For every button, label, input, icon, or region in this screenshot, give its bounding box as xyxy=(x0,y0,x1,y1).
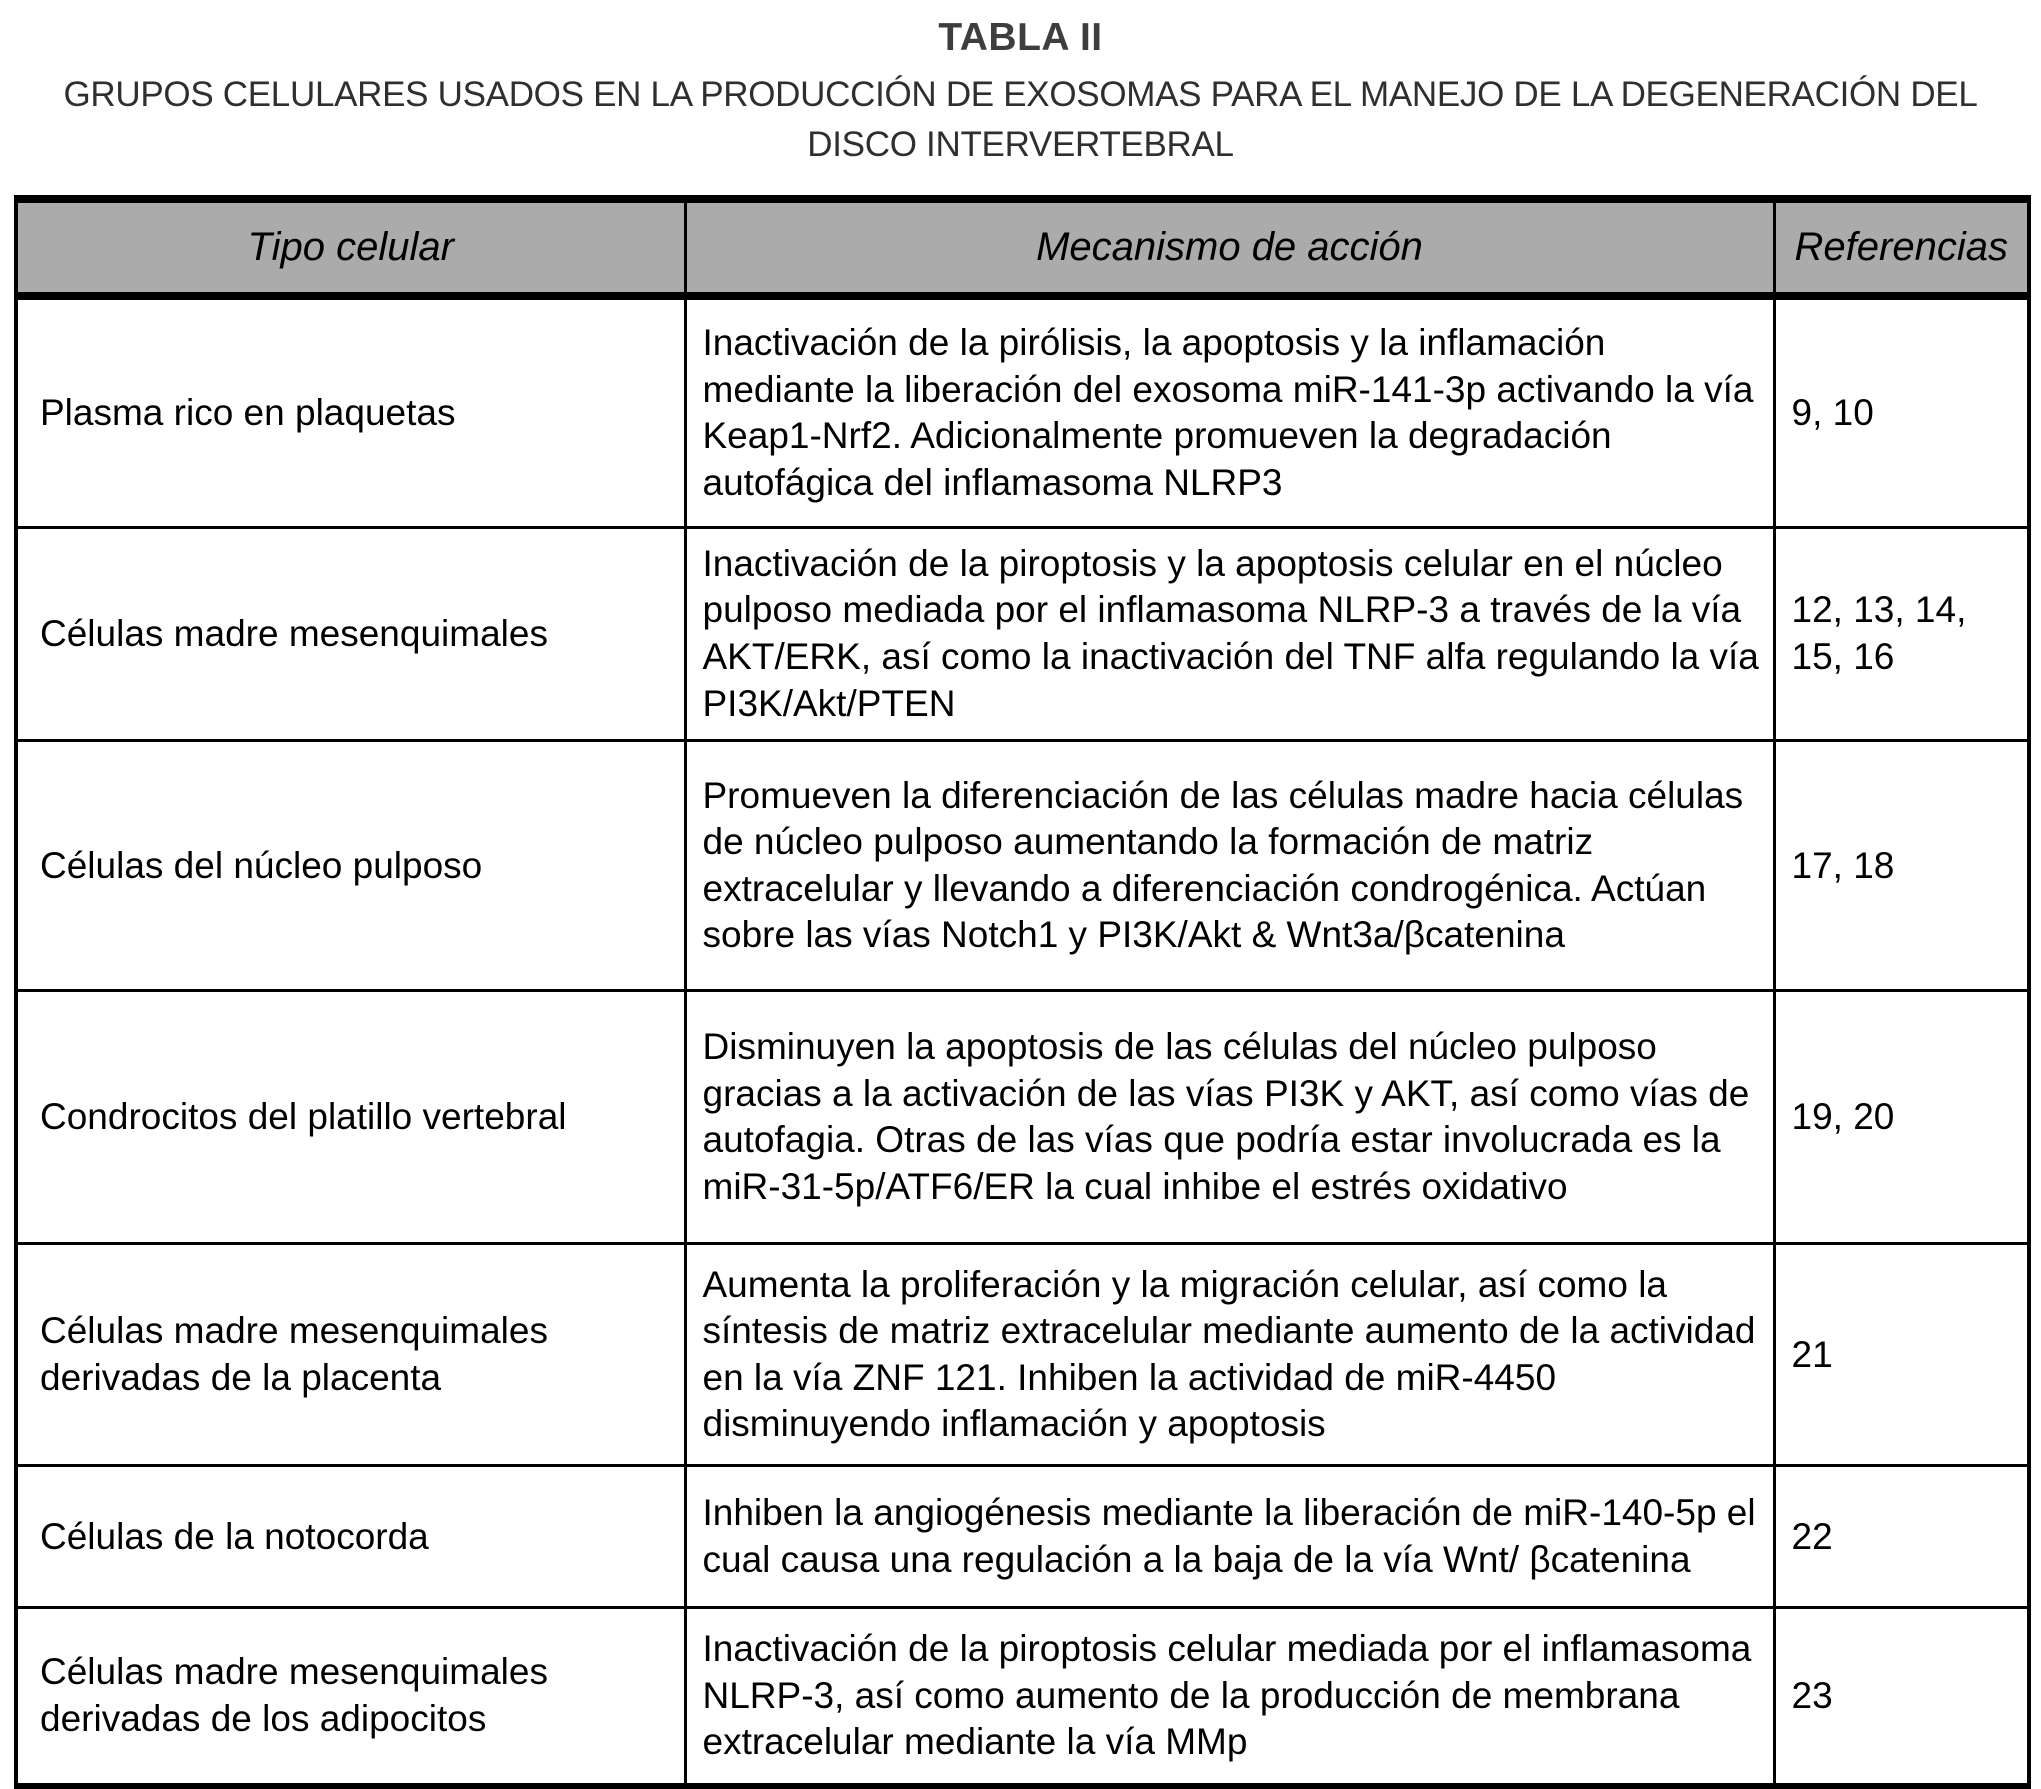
cell-tipo-celular: Células de la notocorda xyxy=(16,1466,685,1608)
cell-tipo-celular: Células del núcleo pulposo xyxy=(16,741,685,991)
cell-tipo-celular: Células madre mesenquimales derivadas de los adipocitos xyxy=(16,1608,685,1786)
column-header-tipo-celular: Tipo celular xyxy=(16,199,685,296)
column-header-referencias: Referencias xyxy=(1774,199,2029,296)
table-row xyxy=(16,1244,2029,1466)
table-row xyxy=(16,1466,2029,1608)
cell-referencias: 22 xyxy=(1774,1466,2029,1608)
table-subtitle: GRUPOS CELULARES USADOS EN LA PRODUCCIÓN DE EXOSOMAS PARA EL MANEJO DE LA DEGENERACIÓN DEL DISCO INTERVERTEBRAL xyxy=(63,75,1978,164)
cell-mecanismo: Inhiben la angiogénesis mediante la liberación de miR-140-5p el cual causa una regulación a la baja de la vía Wnt/ βcatenina xyxy=(685,1466,1774,1608)
cell-tipo-celular: Células madre mesenquimales xyxy=(16,527,685,740)
cell-mecanismo: Aumenta la proliferación y la migración celular, así como la síntesis de matriz extracelular mediante aumento de la actividad en la vía ZNF 121. Inhiben la actividad de miR-4450 disminuyendo inflamación y apoptosis xyxy=(685,1244,1774,1466)
table-title: TABLA II xyxy=(938,16,1103,59)
table-row xyxy=(16,527,2029,740)
header-row xyxy=(16,199,2029,296)
cell-referencias: 17, 18 xyxy=(1774,741,2029,991)
cell-mecanismo: Disminuyen la apoptosis de las células del núcleo pulposo gracias a la activación de las vías PI3K y AKT, así como vías de autofagia. Otras de las vías que podría estar involucrada es la miR-31-5p/ATF6/ER la cual inhibe el estrés oxidativo xyxy=(685,991,1774,1244)
cell-referencias: 19, 20 xyxy=(1774,991,2029,1244)
cell-mecanismo: Inactivación de la piroptosis y la apoptosis celular en el núcleo pulposo mediada por el inflamasoma NLRP-3 a través de la vía AKT/ERK, así como la inactivación del TNF alfa regulando la vía PI3K/Akt/PTEN xyxy=(685,527,1774,740)
table-row xyxy=(16,1608,2029,1786)
column-header-mecanismo: Mecanismo de acción xyxy=(685,199,1774,296)
cell-tipo-celular: Condrocitos del platillo vertebral xyxy=(16,991,685,1244)
cell-tipo-celular: Células madre mesenquimales derivadas de la placenta xyxy=(16,1244,685,1466)
table-row xyxy=(16,741,2029,991)
cell-referencias: 21 xyxy=(1774,1244,2029,1466)
cell-mecanismo: Inactivación de la piroptosis celular mediada por el inflamasoma NLRP-3, así como aumento de la producción de membrana extracelular mediante la vía MMp xyxy=(685,1608,1774,1786)
cell-mecanismo: Promueven la diferenciación de las células madre hacia células de núcleo pulposo aumentando la formación de matriz extracelular y llevando a diferenciación condrogénica. Actúan sobre las vías Notch1 y PI3K/Akt & Wnt3a/βcatenina xyxy=(685,741,1774,991)
cell-tipo-celular: Plasma rico en plaquetas xyxy=(16,296,685,527)
table-row xyxy=(16,296,2029,527)
table-row xyxy=(16,991,2029,1244)
table-caption xyxy=(0,0,2041,169)
cell-mecanismo: Inactivación de la pirólisis, la apoptosis y la inflamación mediante la liberación del exosoma miR-141-3p activando la vía Keap1-Nrf2. Adicionalmente promueven la degradación autofágica del inflamasoma NLRP3 xyxy=(685,296,1774,527)
cell-referencias: 9, 10 xyxy=(1774,296,2029,527)
cell-referencias: 12, 13, 14, 15, 16 xyxy=(1774,527,2029,740)
cell-referencias: 23 xyxy=(1774,1608,2029,1786)
cell-groups-table xyxy=(14,195,2031,1788)
